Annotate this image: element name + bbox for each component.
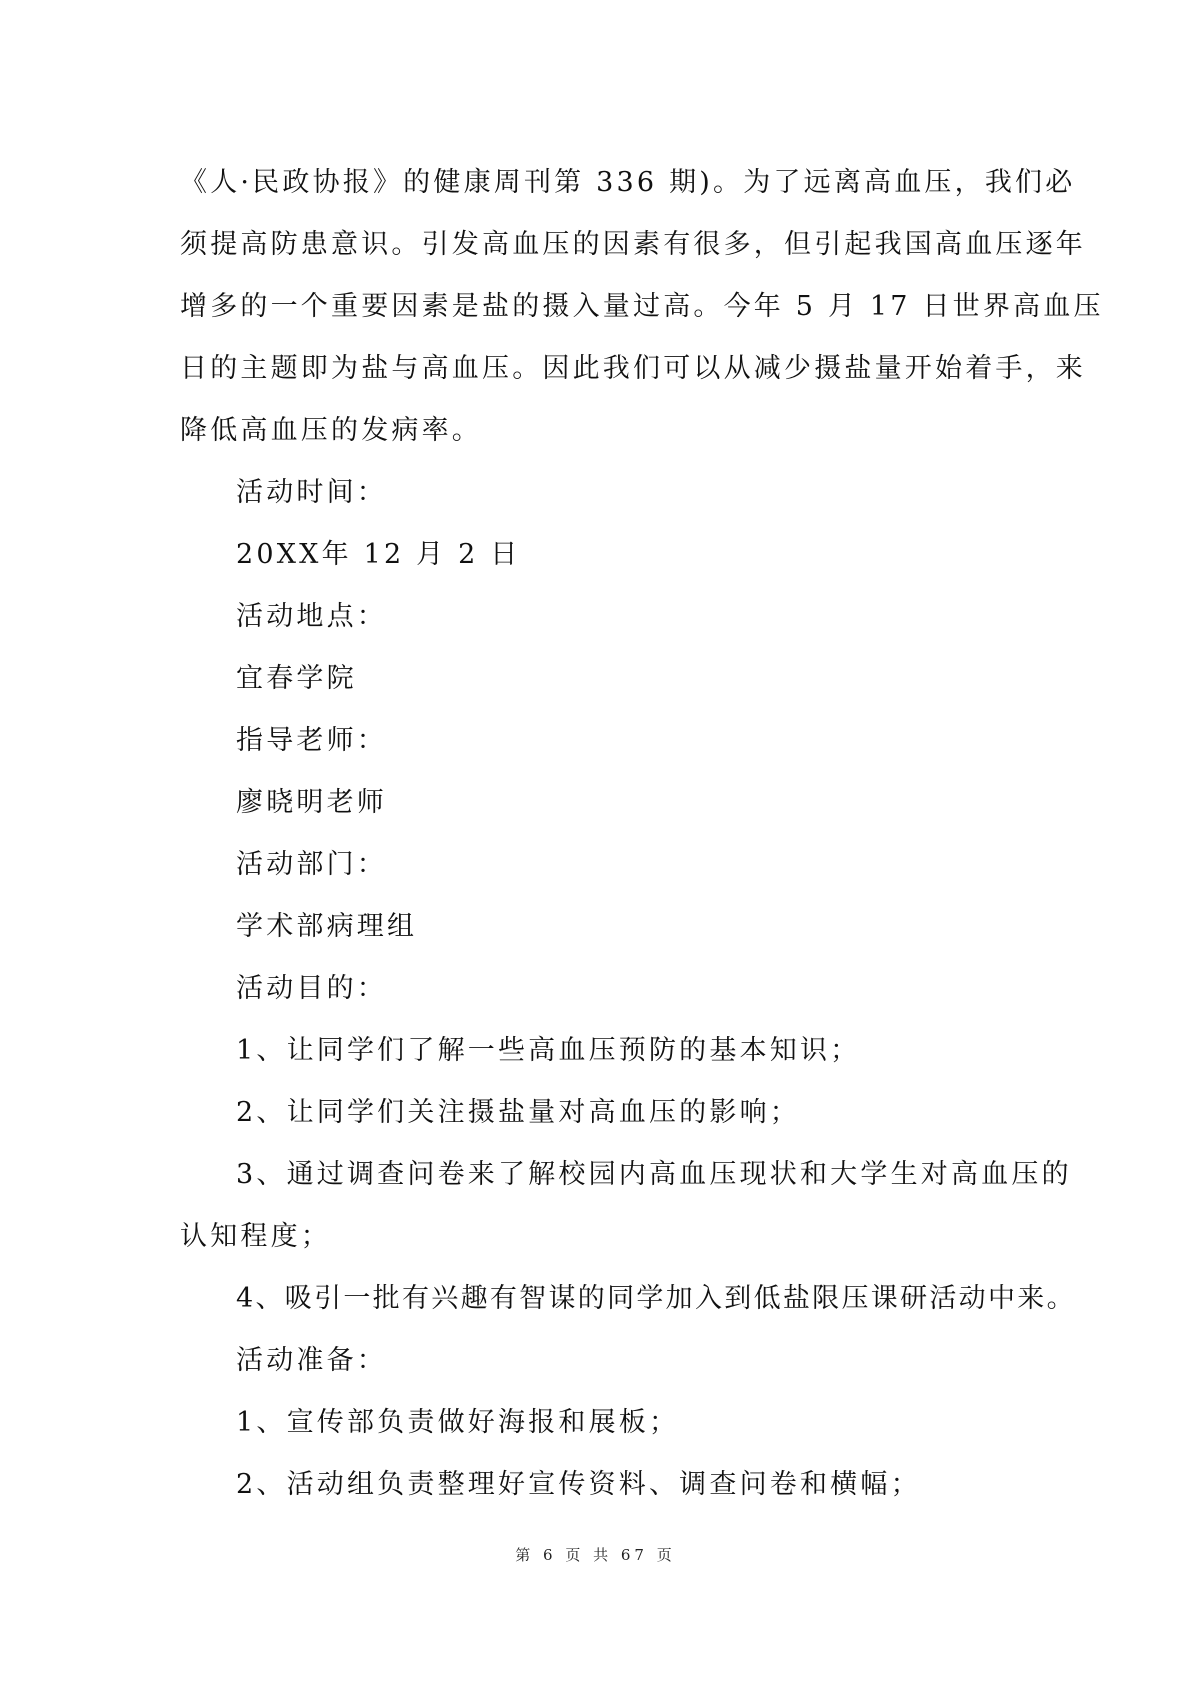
department-label: 活动部门： bbox=[236, 849, 387, 880]
purpose-item: 1、让同学们了解一些高血压预防的基本知识； bbox=[236, 1035, 861, 1066]
paragraph-line: 增多的一个重要因素是盐的摄入量过高。今年 5 月 17 日世界高血压 bbox=[180, 291, 1104, 322]
paragraph-line: 《人·民政协报》的健康周刊第 336 期)。为了远离高血压，我们必 bbox=[180, 167, 1076, 198]
activity-time-value: 20XX年 12 月 2 日 bbox=[236, 539, 521, 570]
page-number-footer: 第 6 页 共 67 页 bbox=[515, 1546, 676, 1564]
activity-place-label: 活动地点： bbox=[236, 601, 387, 632]
purpose-item-4: 4、吸引一批有兴趣有智谋的同学加入到低盐限压课研活动中来。 bbox=[236, 1283, 1076, 1314]
department-value: 学术部病理组 bbox=[236, 911, 418, 942]
teacher-label: 指导老师： bbox=[236, 725, 387, 756]
teacher-value: 廖晓明老师 bbox=[236, 787, 387, 818]
document-body bbox=[180, 152, 1104, 1516]
purpose-label: 活动目的： bbox=[236, 973, 387, 1004]
preparation-item: 1、宣传部负责做好海报和展板； bbox=[236, 1407, 680, 1438]
paragraph-line: 日的主题即为盐与高血压。因此我们可以从减少摄盐量开始着手，来 bbox=[180, 353, 1086, 384]
purpose-item-3-line-1: 3、通过调查问卷来了解校园内高血压现状和大学生对高血压的 bbox=[236, 1159, 1072, 1190]
paragraph-line: 须提高防患意识。引发高血压的因素有很多，但引起我国高血压逐年 bbox=[180, 229, 1086, 260]
preparation-item: 2、活动组负责整理好宣传资料、调查问卷和横幅； bbox=[236, 1469, 921, 1500]
preparation-label: 活动准备： bbox=[236, 1345, 387, 1376]
activity-time-label: 活动时间： bbox=[236, 477, 387, 508]
purpose-item: 2、让同学们关注摄盐量对高血压的影响； bbox=[236, 1097, 800, 1128]
activity-place-value: 宜春学院 bbox=[236, 663, 357, 694]
purpose-item-3-line-2: 认知程度； bbox=[180, 1221, 331, 1252]
paragraph-line: 降低高血压的发病率。 bbox=[180, 415, 482, 446]
